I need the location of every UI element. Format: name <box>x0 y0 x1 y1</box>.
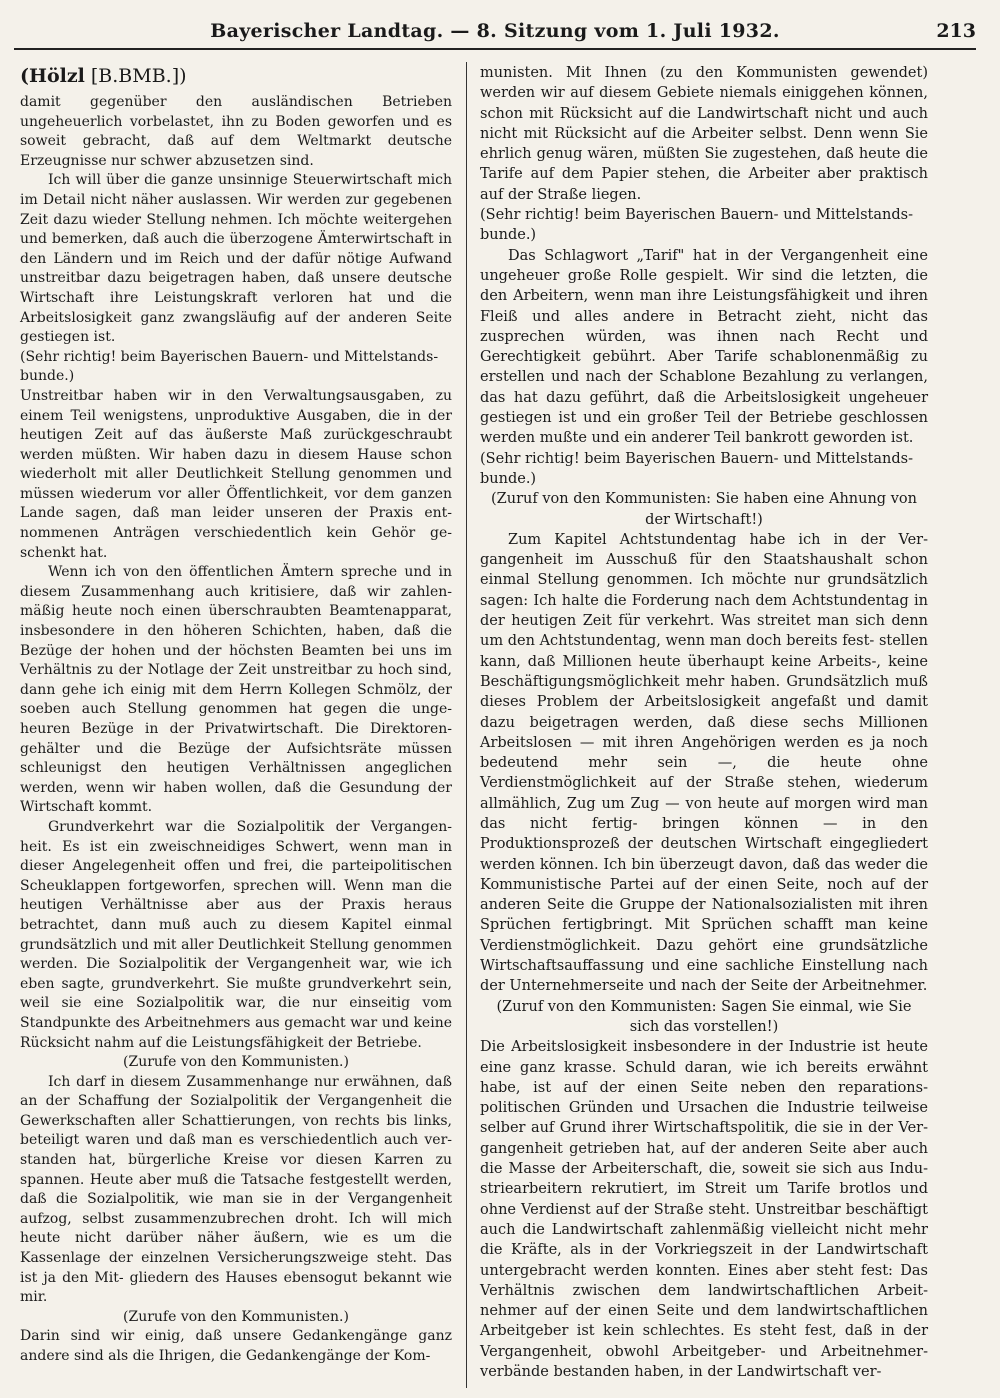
right-column <box>480 63 928 1382</box>
paragraph: munisten. Mit Ihnen (zu den Kommunisten gewendet) werden wir auf diesem Gebiete niemals einiggehen können, schon mit Rücksicht auf die Landwirtschaft nicht und auch nicht mit Rücksicht auf die Arbeiter selbst. Denn wenn Sie ehrlich genug wären, müßten Sie zugestehen, daß heute die Tarife auf dem Papier stehen, die Arbeiter aber praktisch auf der Straße liegen. <box>480 65 928 203</box>
reaction-note: (Zuruf von den Kommunisten: Sagen Sie einmal, wie Sie sich das vorstellen!) <box>496 998 912 1035</box>
reaction-note: (Sehr richtig! beim Bayerischen Bauern- und Mittelstands- bunde.) <box>480 207 913 244</box>
paragraph: Grundverkehrt war die Sozialpolitik der Vergangen- heit. Es ist ein zweischneidiges Schwert, wenn man in dieser Angelegenheit offen und frei, die parteipolitischen Scheuklappen fortgeworfen, sprechen will. Wenn man die heutigen Verhältnisse aber aus der Praxis heraus betrachtet, dann muß auch zu diesem Kapitel einmal grundsätzlich und mit aller Deutlichkeit Stellung genommen werden. Die Sozialpolitik der Vergangenheit war, wie ich eben sagte, grundverkehrt. Sie mußte grundverkehrt sein, weil sie eine Sozialpolitik war, die nur einseitig vom Standpunkte des Arbeitnehmers aus gemacht war und keine Rücksicht nahm auf die Leistungsfähigkeit der Betriebe. <box>20 818 452 1051</box>
column-divider <box>466 62 467 1388</box>
left-column <box>20 63 452 1367</box>
paragraph: Darin sind wir einig, daß unsere Gedankengänge ganz andere sind als die Ihrigen, die Gedankengänge der Kom- <box>20 1328 452 1364</box>
running-header <box>14 18 976 50</box>
speaker-party: [B.BMB.]) <box>84 65 187 87</box>
reaction-note: (Zuruf von den Kommunisten: Sie haben eine Ahnung von der Wirtschaft!) <box>491 491 917 528</box>
reaction-note: (Zurufe von den Kommunisten.) <box>123 1054 349 1071</box>
reaction-note: (Zurufe von den Kommunisten.) <box>123 1308 349 1325</box>
reaction-note: (Sehr richtig! beim Bayerischen Bauern- und Mittelstands- bunde.) <box>480 450 913 487</box>
page-number: 213 <box>936 20 976 42</box>
paragraph: Zum Kapitel Achtstundentag habe ich in der Ver- gangenheit im Ausschuß für den Staatshaushalt schon einmal Stellung genommen. Ich möchte nur grundsätzlich sagen: Ich halte die Forderung nach dem Achtstundentag in der heutigen Zeit für verkehrt. Was streitet man sich denn um den Achtstundentag, wenn man doch bereits fest- stellen kann, daß Millionen heute überhaupt keine Arbeits-, keine Beschäftigungsmöglichkeit mehr haben. Grundsätzlich muß dieses Problem der Arbeitslosigkeit angefaßt und damit dazu beigetragen werden, daß diese sechs Millionen Arbeitslosen — mit ihren Angehörigen werden es ja noch bedeutend mehr sein —, die heute ohne Verdienstmöglichkeit auf der Straße stehen, wiederum allmählich, Zug um Zug — von heute auf morgen wird man das nicht fertig- bringen können — in den Produktionsprozeß der deutschen Wirtschaft eingegliedert werden können. Ich bin überzeugt davon, daß das weder die Kommunistische Partei auf der einen Seite, noch auf der anderen Seite die Gruppe der Nationalsozialisten mit ihren Sprüchen fertigbringt. Mit Sprüchen schafft man keine Verdienstmöglichkeit. Dazu gehört eine grundsätzliche Wirtschaftsauffassung und eine sachliche Einstellung nach der Unternehmerseite und nach der Seite der Arbeitnehmer. <box>480 531 928 995</box>
paragraph: Wenn ich von den öffentlichen Ämtern spreche und in diesem Zusammenhang auch kritisiere, daß wir zahlen- mäßig heute noch einen überschraubten Beamtenapparat, insbesondere in den höheren Schichten, haben, daß die Bezüge der hohen und der höchsten Beamten bei uns im Verhältnis zu der Notlage der Zeit unstreitbar zu hoch sind, dann gehe ich einig mit dem Herrn Kollegen Schmölz, der soeben auch Stellung genommen hat gegen die unge- heuren Bezüge in der Privatwirtschaft. Die Direktoren- gehälter und die Bezüge der Aufsichtsräte müssen schleunigst den heutigen Verhältnissen angeglichen werden, wenn wir haben wollen, daß die Gesundung der Wirtschaft kommt. <box>20 564 452 816</box>
header-title: Bayerischer Landtag. — 8. Sitzung vom 1. Juli 1932. <box>210 20 780 42</box>
paragraph: Die Arbeitslosigkeit insbesondere in der Industrie ist heute eine ganz krasse. Schuld daran, wie ich bereits erwähnt habe, ist auf der einen Seite neben den reparations- politischen Gründen und Ursachen die Industrie teilweise selber auf Grund ihrer Wirtschaftspolitik, die sie in der Ver- gangenheit getrieben hat, auf der anderen Seite aber auch die Masse der Arbeiterschaft, die, soweit sie sich aus Indu- striearbeitern rekrutiert, im Streit um Tarife brotlos und ohne Verdienst auf der Straße steht. Unstreitbar beschäftigt auch die Landwirtschaft zahlenmäßig vielleicht nicht mehr die Kräfte, als in der Vorkriegszeit in der Landwirtschaft untergebracht werden konnten. Eines aber steht fest: Das Verhältnis zwischen dem landwirtschaftlichen Arbeit- nehmer auf der einen Seite und dem landwirtschaftlichen Arbeitgeber ist kein schlechtes. Es steht fest, daß in der Vergangenheit, obwohl Arbeitgeber- und Arbeitnehmer- verbände bestanden haben, in der Landwirtschaft ver- <box>480 1039 928 1380</box>
paragraph: Ich darf in diesem Zusammenhange nur erwähnen, daß an der Schaffung der Sozialpolitik der Vergangenheit die Gewerkschaften aller Schattierungen, von rechts bis links, beteiligt waren und daß man es verschiedentlich auch ver- standen hat, bürgerliche Kreise vor diesen Karren zu spannen. Heute aber muß die Tatsache festgestellt werden, daß die Sozialpolitik, wie man sie in der Vergangenheit aufzog, selbst zusammenzubrechen droht. Ich will mich heute nicht darüber näher äußern, wie es um die Kassenlage der einzelnen Versicherungszweige steht. Das ist ja den Mit- gliedern des Hauses ebensogut bekannt wie mir. <box>20 1073 452 1306</box>
paragraph: Unstreitbar haben wir in den Verwaltungsausgaben, zu einem Teil wenigstens, unproduktive Ausgaben, die in der heutigen Zeit auf das äußerste Maß zurückgeschraubt werden müßten. Wir haben dazu in diesem Hause schon wiederholt mit aller Deutlichkeit Stellung genommen und müssen wiederum vor aller Öffentlichkeit, vor dem ganzen Lande sagen, daß man leider unseren der Praxis ent- nommenen Anträgen verschiedentlich kein Gehör ge- schenkt hat. <box>20 387 452 561</box>
reaction-note: (Sehr richtig! beim Bayerischen Bauern- und Mittelstands- bunde.) <box>20 348 439 385</box>
speaker-label <box>20 63 452 89</box>
paragraph: damit gegenüber den ausländischen Betrieben ungeheuerlich vorbelastet, ihn zu Boden geworfen und es soweit gebracht, daß auf dem Weltmarkt deutsche Erzeugnisse nur schwer abzusetzen sind. <box>20 94 452 169</box>
paragraph: Das Schlagwort „Tarif" hat in der Vergangenheit eine ungeheuer große Rolle gespielt. Wir sind die letzten, die den Arbeitern, wenn man ihre Leistungsfähigkeit und ihren Fleiß und alles andere in Betracht zieht, nicht das zusprechen würden, was ihnen nach Recht und Gerechtigkeit gebührt. Aber Tarife schablonenmäßig zu erstellen und nach der Schablone Bezahlung zu verlangen, das hat dazu geführt, daß die Arbeitslosigkeit ungeheuer gestiegen ist und ein großer Teil der Betriebe geschlossen werden mußte und ein anderer Teil bankrott geworden ist. <box>480 247 928 447</box>
paragraph: Ich will über die ganze unsinnige Steuerwirtschaft mich im Detail nicht näher auslassen. Wir werden zur gegebenen Zeit dazu wieder Stellung nehmen. Ich möchte weitergehen und bemerken, daß auch die überzogene Ämterwirtschaft in den Ländern und im Reich und der dafür nötige Aufwand unstreitbar dazu beigetragen haben, daß unsere deutsche Wirtschaft ihre Leistungskraft verloren hat und die Arbeitslosigkeit ganz zwangsläufig auf der anderen Seite gestiegen ist. <box>20 172 452 346</box>
speaker-name: (Hölzl <box>20 65 85 87</box>
